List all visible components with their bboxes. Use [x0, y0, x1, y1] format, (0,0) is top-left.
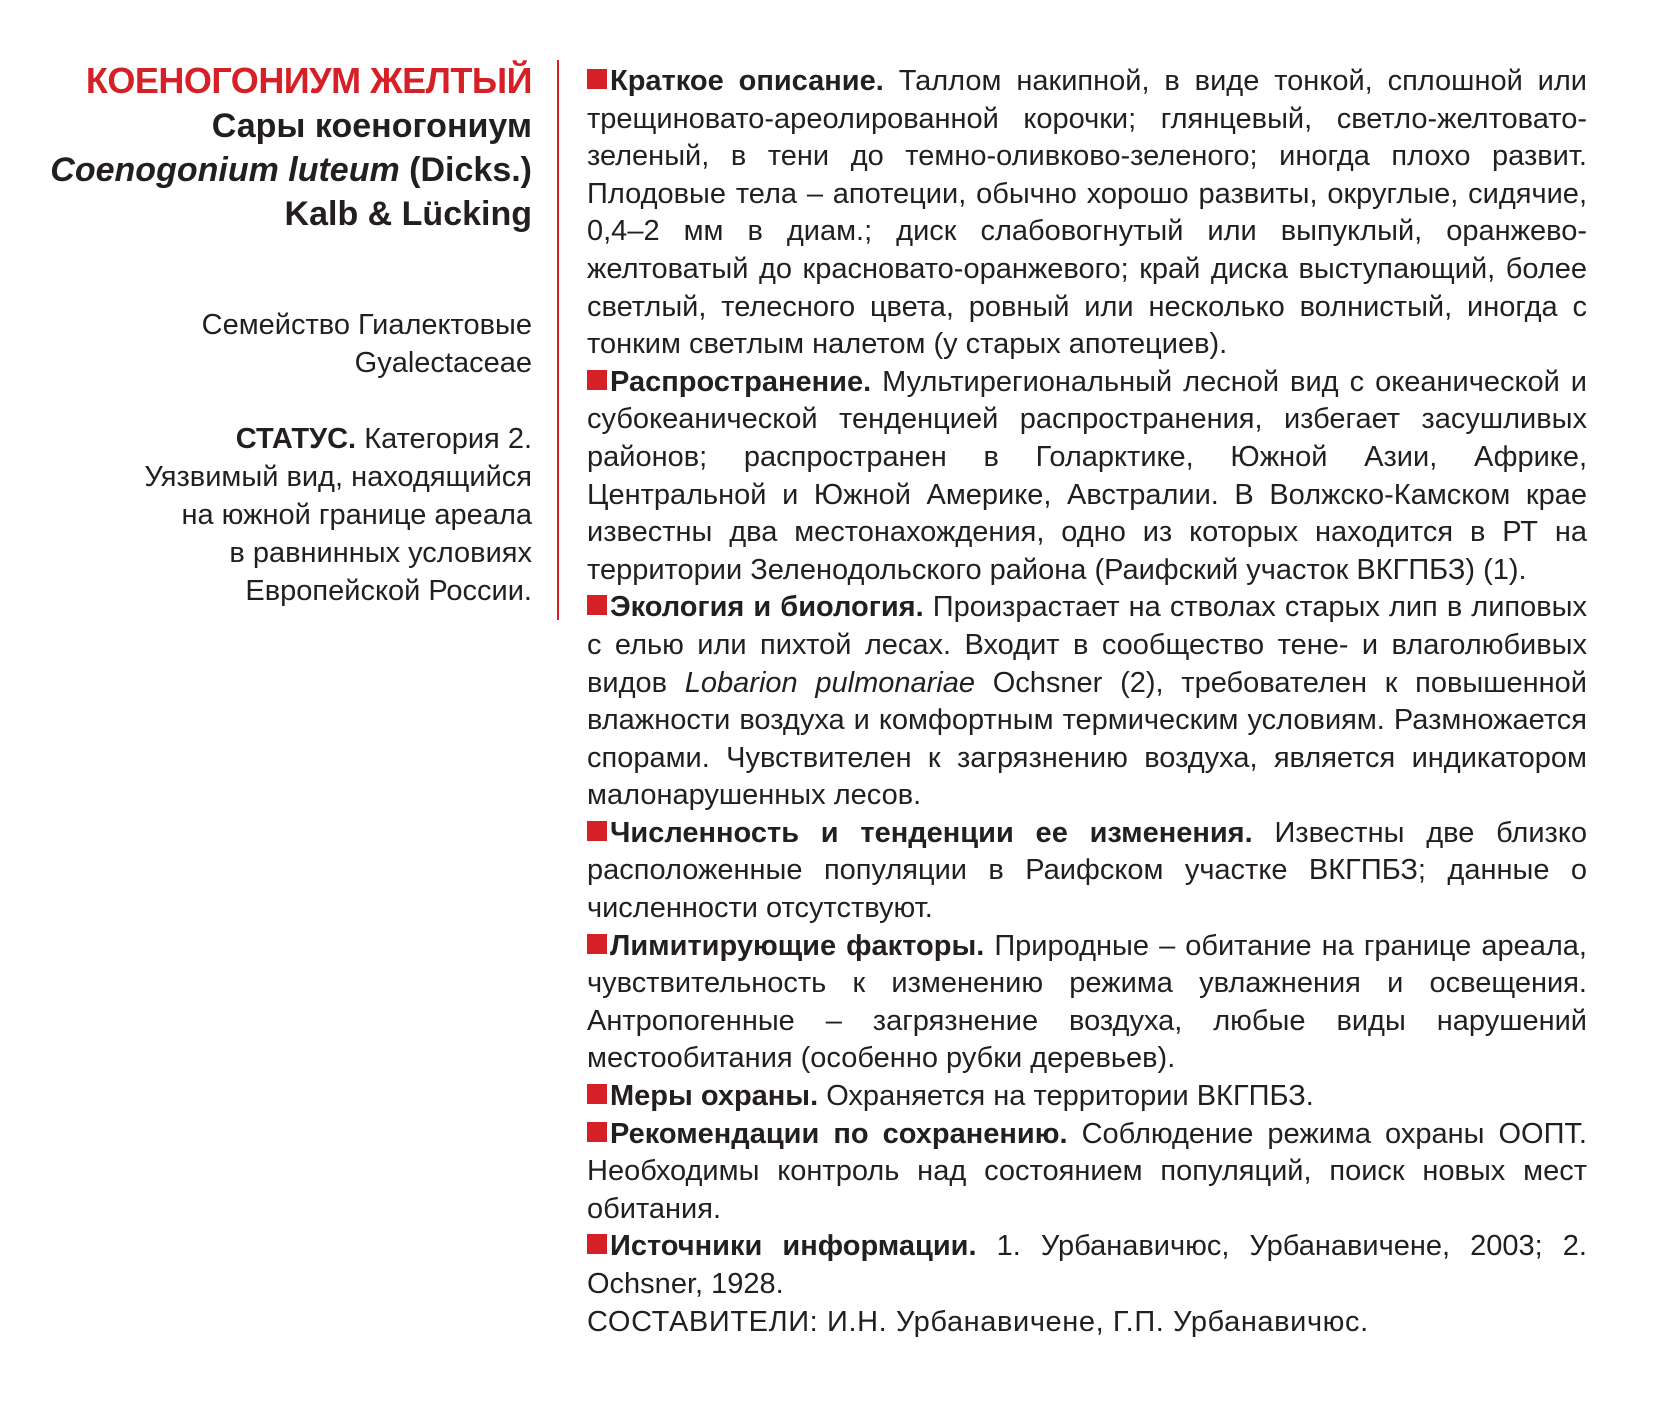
- compilers-names: И.Н. Урбанавичене, Г.П. Урбанавичюс.: [827, 1305, 1369, 1338]
- square-bullet-icon: [587, 934, 607, 954]
- section-heading: Рекомендации по сохранению.: [610, 1117, 1068, 1150]
- species-title: КОЕНОГОНИУМ ЖЕЛТЫЙ: [85, 60, 532, 101]
- section-distribution: [587, 364, 1587, 590]
- square-bullet-icon: [587, 370, 607, 390]
- section-protection: [587, 1078, 1587, 1116]
- section-text: Известны две близко расположенные популяции в Раифском участке ВКГПБЗ; данные о численности отсутствуют.: [587, 816, 1587, 925]
- latin-author-2: Kalb & Lücking: [284, 195, 532, 233]
- section-text: Таллом накипной, в виде тонкой, сплошной или трещиновато-ареолированной корочки; глянцевый, светло-желтовато-зеленый, в тени до темно-оливково-зеленого; иногда плохо развит. Плодовые тела – апотеции, обычно хорошо развиты, округлые, сидячие, 0,4–2 мм в диам.; диск слабовогнутый или выпуклый, оранжево-желтоватый до красновато-оранжевого; край диска выступающий, более светлый, телесного цвета, ровный или несколько волнистый, иногда с тонким светлым налетом (у старых апотециев).: [587, 65, 1587, 361]
- section-heading: Лимитирующие факторы.: [610, 929, 985, 962]
- status-line-2: на южной границе ареала: [181, 499, 532, 531]
- section-text: Соблюдение режима охраны ООПТ. Необходимы контроль над состоянием популяций, поиск новых мест обитания.: [587, 1117, 1587, 1225]
- latin-author-1: (Dicks.): [409, 151, 532, 189]
- section-heading: Численность и тенденции ее изменения.: [610, 816, 1253, 849]
- section-limiting-factors: [587, 928, 1587, 1078]
- compilers-line: [587, 1304, 1587, 1342]
- species-body: [587, 63, 1587, 1341]
- section-text: 1. Урбанавичюс, Урбанавичене, 2003; 2. Ochsner, 1928.: [587, 1230, 1587, 1300]
- status-category: Категория 2.: [364, 423, 532, 455]
- family-name-ru: Семейство Гиалектовые: [201, 309, 532, 341]
- latin-author-line: [40, 192, 532, 236]
- square-bullet-icon: [587, 1122, 607, 1142]
- column-divider: [557, 60, 559, 620]
- section-heading: Источники информации.: [610, 1230, 977, 1263]
- square-bullet-icon: [587, 1234, 607, 1254]
- section-recommendations: [587, 1116, 1587, 1229]
- section-heading: Краткое описание.: [610, 65, 884, 97]
- status-line-3: в равнинных условиях: [229, 537, 532, 569]
- section-ecology: [587, 589, 1587, 815]
- section-heading: Экология и биология.: [610, 591, 924, 624]
- square-bullet-icon: [587, 69, 607, 89]
- section-heading: Распространение.: [610, 365, 872, 398]
- section-text: Произрастает на стволах старых лип в липовых с елью или пихтой лесах. Входит в сообщество тене- и влаголюбивых видов: [587, 591, 1587, 699]
- section-text-cont: Ochsner (2), требователен к повышенной влажности воздуха и комфортным термическим условиям. Размножается спорами. Чувствителен к загрязнению воздуха, является индикатором малонарушенных лесов.: [587, 666, 1587, 812]
- section-text: Мультирегиональный лесной вид с океанической и субокеанической тенденцией распространения, избегает засушливых районов; распространен в Голарктике, Южной Азии, Африке, Центральной и Южной Америке, Австралии. В Волжско-Камском крае известны два местонахождения, одно из которых находится в РТ на территории Зеленодольского района (Раифский участок ВКГПБЗ) (1).: [587, 365, 1587, 586]
- species-header: [40, 58, 532, 610]
- section-description: [587, 63, 1587, 364]
- status-line-4: Европейской России.: [245, 575, 532, 607]
- species-latin-name: [40, 148, 532, 192]
- compilers-label: СОСТАВИТЕЛИ:: [587, 1305, 819, 1338]
- family-block: [40, 306, 532, 382]
- section-text: Природные – обитание на границе ареала, чувствительность к изменению режима увлажнения и освещения. Антропогенные – загрязнение воздуха, любые виды нарушений местообитания (особенно рубки деревьев).: [587, 929, 1587, 1075]
- square-bullet-icon: [587, 821, 607, 841]
- family-name-latin: Gyalectaceae: [354, 347, 532, 379]
- square-bullet-icon: [587, 595, 607, 615]
- section-heading: Меры охраны.: [610, 1080, 819, 1113]
- section-population: [587, 815, 1587, 928]
- square-bullet-icon: [587, 1084, 607, 1104]
- status-first-line: [40, 420, 532, 458]
- section-text: Охраняется на территории ВКГПБЗ.: [826, 1080, 1314, 1113]
- status-label: СТАТУС.: [235, 423, 357, 455]
- section-sources: [587, 1228, 1587, 1303]
- species-local-name: Сары коеногониум: [211, 107, 532, 145]
- status-line-1: Уязвимый вид, находящийся: [144, 461, 532, 493]
- latin-binomial: Coenogonium luteum: [50, 151, 400, 189]
- syntaxon-name: Lobarion pulmonariae: [684, 666, 975, 699]
- status-block: [40, 420, 532, 610]
